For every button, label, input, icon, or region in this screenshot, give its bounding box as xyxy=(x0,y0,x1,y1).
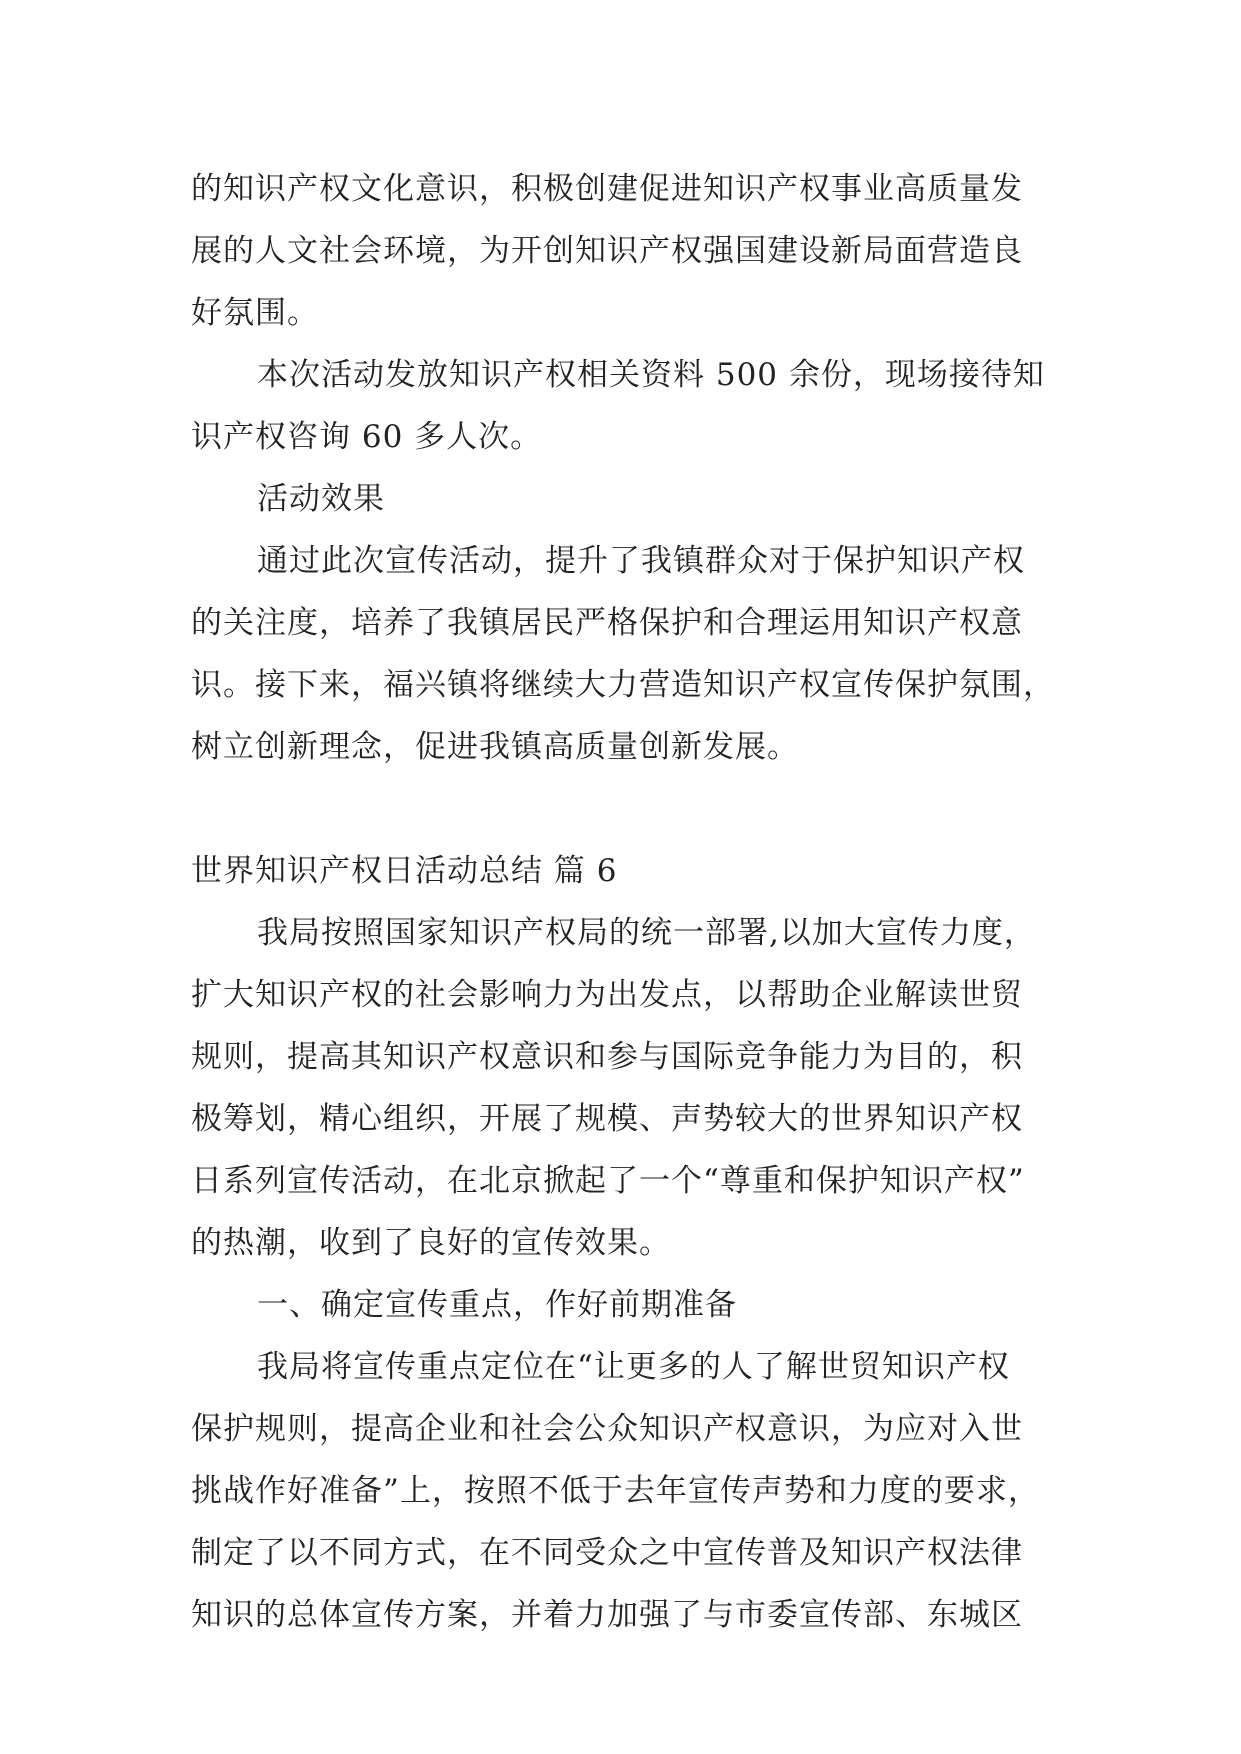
text-line: 保护规则，提高企业和社会公众知识产权意识，为应对入世 xyxy=(191,1411,1023,1447)
text-line: 制定了以不同方式，在不同受众之中宣传普及知识产权法律 xyxy=(191,1535,1023,1571)
subheading: 一、确定宣传重点，作好前期准备 xyxy=(257,1287,737,1323)
paragraph-start: 我局将宣传重点定位在“让更多的人了解世贸知识产权 xyxy=(257,1349,1010,1385)
text-line: 好氛围。 xyxy=(191,295,319,331)
text-line: 的热潮，收到了良好的宣传效果。 xyxy=(191,1225,671,1261)
paragraph-start: 通过此次宣传活动，提升了我镇群众对于保护知识产权 xyxy=(257,543,1025,579)
text-line: 识产权咨询 60 多人次。 xyxy=(191,419,543,455)
document-body xyxy=(191,158,1055,1646)
text-line: 知识的总体宣传方案，并着力加强了与市委宣传部、东城区 xyxy=(191,1597,1023,1633)
section-title: 世界知识产权日活动总结 篇 6 xyxy=(191,853,618,889)
text-line: 极筹划，精心组织，开展了规模、声势较大的世界知识产权 xyxy=(191,1101,1023,1137)
text-line: 识。接下来，福兴镇将继续大力营造知识产权宣传保护氛围， xyxy=(191,667,1055,703)
text-line: 规则，提高其知识产权意识和参与国际竞争能力为目的，积 xyxy=(191,1039,1023,1075)
text-line: 展的人文社会环境，为开创知识产权强国建设新局面营造良 xyxy=(191,233,1023,269)
text-line: 的知识产权文化意识，积极创建促进知识产权事业高质量发 xyxy=(191,171,1023,207)
text-line: 树立创新理念，促进我镇高质量创新发展。 xyxy=(191,729,799,765)
text-line: 的关注度，培养了我镇居民严格保护和合理运用知识产权意 xyxy=(191,605,1023,641)
subheading: 活动效果 xyxy=(257,481,385,517)
text-line: 日系列宣传活动，在北京掀起了一个“尊重和保护知识产权” xyxy=(191,1163,1025,1199)
text-line: 扩大知识产权的社会影响力为出发点，以帮助企业解读世贸 xyxy=(191,977,1023,1013)
paragraph-start: 我局按照国家知识产权局的统一部署,以加大宣传力度， xyxy=(257,915,1036,951)
text-line: 挑战作好准备”上，按照不低于去年宣传声势和力度的要求， xyxy=(191,1473,1040,1509)
paragraph-start: 本次活动发放知识产权相关资料 500 余份，现场接待知 xyxy=(257,357,1045,393)
